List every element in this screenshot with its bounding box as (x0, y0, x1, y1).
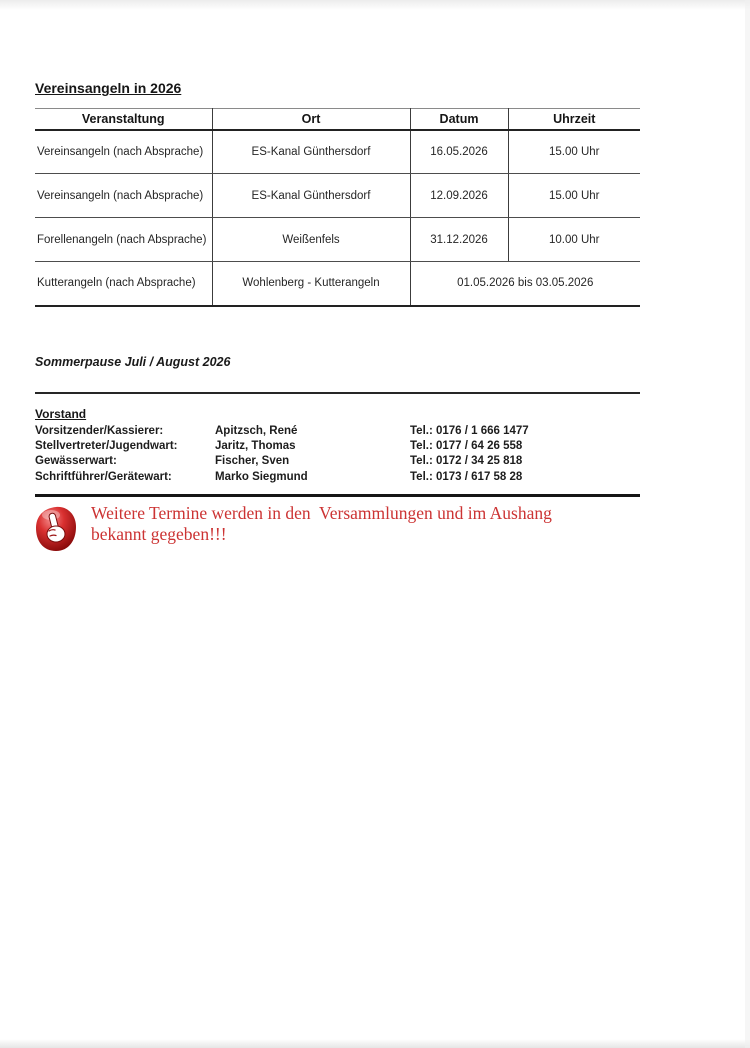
member-phone: Tel.: 0172 / 34 25 818 (410, 455, 523, 468)
column-header-uhrzeit: Uhrzeit (508, 109, 640, 130)
member-role: Schriftführer/Gerätewart: (35, 470, 172, 483)
column-header-ort: Ort (212, 109, 410, 130)
scan-edge-top (0, 0, 750, 10)
table-row (35, 174, 640, 218)
event-location: Weißenfels (212, 218, 410, 262)
divider-line (35, 392, 640, 394)
scan-edge-right (745, 0, 750, 1048)
board-members-list (35, 424, 640, 485)
event-date-range: 01.05.2026 bis 03.05.2026 (410, 262, 640, 306)
table-row (35, 130, 640, 174)
event-name: Vereinsangeln (nach Absprache) (35, 130, 212, 174)
member-role: Stellvertreter/Jugendwart: (35, 440, 178, 453)
event-time: 15.00 Uhr (508, 174, 640, 218)
event-location: ES-Kanal Günthersdorf (212, 130, 410, 174)
board-member-row (35, 439, 640, 454)
member-name: Apitzsch, René (215, 425, 298, 437)
table-header-row (35, 109, 640, 130)
column-header-veranstaltung: Veranstaltung (35, 109, 212, 130)
board-member-row (35, 470, 640, 485)
pointing-hand-icon (35, 506, 77, 552)
member-name: Marko Siegmund (215, 470, 308, 483)
member-role: Gewässerwart: (35, 455, 117, 468)
event-location: Wohlenberg - Kutterangeln (212, 262, 410, 306)
member-phone: Tel.: 0173 / 617 58 28 (410, 470, 523, 483)
event-time: 15.00 Uhr (508, 130, 640, 174)
table-row (35, 218, 640, 262)
event-time: 10.00 Uhr (508, 218, 640, 262)
divider-line-thick (35, 494, 640, 497)
scan-edge-bottom (0, 1039, 750, 1048)
board-member-row (35, 454, 640, 469)
events-table (35, 108, 640, 307)
event-date: 31.12.2026 (410, 218, 508, 262)
event-name: Forellenangeln (nach Absprache) (35, 218, 212, 262)
summer-break-note: Sommerpause Juli / August 2026 (35, 355, 231, 369)
announcement-note (35, 503, 635, 552)
event-date: 16.05.2026 (410, 130, 508, 174)
announcement-text: Weitere Termine werden in den Versammlungen und im Aushang bekannt gegeben!!! (91, 503, 557, 544)
member-phone: Tel.: 0176 / 1 666 1477 (410, 425, 529, 437)
member-name: Fischer, Sven (215, 455, 290, 468)
event-name: Vereinsangeln (nach Absprache) (35, 174, 212, 218)
page-title: Vereinsangeln in 2026 (35, 80, 182, 96)
board-member-row (35, 424, 640, 439)
board-heading: Vorstand (35, 407, 87, 421)
column-header-datum: Datum (410, 109, 508, 130)
event-name: Kutterangeln (nach Absprache) (37, 277, 196, 290)
member-phone: Tel.: 0177 / 64 26 558 (410, 440, 523, 453)
table-row (35, 262, 640, 306)
event-location: ES-Kanal Günthersdorf (212, 174, 410, 218)
member-name: Jaritz, Thomas (215, 440, 296, 453)
event-date: 12.09.2026 (410, 174, 508, 218)
member-role: Vorsitzender/Kassierer: (35, 425, 164, 437)
